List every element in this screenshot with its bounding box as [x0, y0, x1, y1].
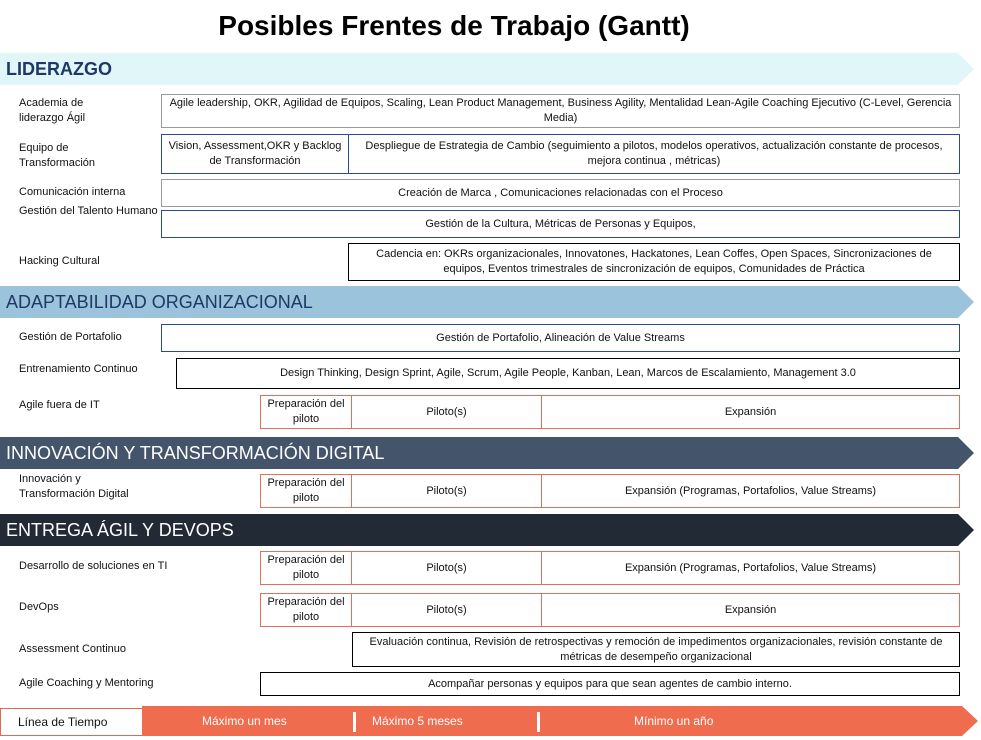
section-liderazgo: LIDERAZGO	[6, 58, 112, 79]
timeline-separator-2	[537, 712, 540, 732]
row-label-hacking: Hacking Cultural	[19, 255, 100, 267]
box-devops-exp: Expansión	[541, 593, 960, 627]
box-comunicacion: Creación de Marca , Comunicaciones relacionadas con el Proceso	[161, 179, 960, 207]
row-label-coaching: Agile Coaching y Mentoring	[19, 677, 154, 689]
box-academia: Agile leadership, OKR, Agilidad de Equipos, Scaling, Lean Product Management, Business Agility, Mentalidad Lean-Agile Coaching Ejecutivo (C-Level, Gerencia Media)	[161, 94, 960, 128]
box-desarrollo-prep: Preparación del piloto	[260, 551, 352, 585]
timeline-separator-1	[353, 712, 356, 732]
row-label-portafolio: Gestión de Portafolio	[19, 331, 122, 343]
box-devops-piloto: Piloto(s)	[351, 593, 542, 627]
box-entrenamiento: Design Thinking, Design Sprint, Agile, Scrum, Agile People, Kanban, Lean, Marcos de Escalamiento, Management 3.0	[176, 358, 960, 389]
row-label-desarrollo: Desarrollo de soluciones en TI	[19, 560, 168, 572]
row-label-equipo: Equipo de Transformación	[19, 142, 96, 169]
box-innovacion-exp: Expansión (Programas, Portafolios, Value Streams)	[541, 474, 960, 508]
timeline-phase-1: Máximo un mes	[202, 714, 287, 728]
box-talento: Gestión de la Cultura, Métricas de Personas y Equipos,	[161, 210, 960, 238]
section-adaptabilidad: ADAPTABILIDAD ORGANIZACIONAL	[6, 291, 313, 312]
box-devops-prep: Preparación del piloto	[260, 593, 352, 627]
timeline-phase-3: Mínimo un año	[634, 714, 714, 728]
timeline-phase-2: Máximo 5 meses	[372, 714, 463, 728]
box-hacking: Cadencia en: OKRs organizacionales, Innovatones, Hackatones, Lean Coffes, Open Spaces, Sincronizaciones de equipos, Eventos trimestrales de sincronización de equipos, Comunidades de Práctica	[348, 243, 960, 281]
row-label-comunicacion: Comunicación interna	[19, 186, 126, 198]
row-label-innovacion: Innovación y Transformación Digital	[19, 473, 129, 500]
row-label-talento: Gestión del Talento Humano	[19, 205, 158, 217]
box-equipo-vision: Vision, Assessment,OKR y Backlog de Transformación	[161, 134, 349, 174]
page-title: Posibles Frentes de Trabajo (Gantt)	[218, 10, 690, 41]
row-label-entrenamiento: Entrenamiento Continuo	[19, 363, 138, 375]
box-coaching: Acompañar personas y equipos para que sean agentes de cambio interno.	[260, 672, 960, 696]
box-equipo-despliegue: Despliegue de Estrategia de Cambio (seguimiento a pilotos, modelos operativos, actualización constante de procesos, mejora continua , métricas)	[348, 134, 960, 174]
row-label-assessment: Assessment Continuo	[19, 643, 126, 655]
box-agile-it-exp: Expansión	[541, 395, 960, 429]
box-desarrollo-piloto: Piloto(s)	[351, 551, 542, 585]
row-label-academia: Academia de liderazgo Ágil	[19, 97, 86, 124]
section-innovacion: INNOVACIÓN Y TRANSFORMACIÓN DIGITAL	[6, 442, 385, 463]
box-desarrollo-exp: Expansión (Programas, Portafolios, Value Streams)	[541, 551, 960, 585]
row-label-agile-it: Agile fuera de IT	[19, 399, 100, 411]
box-portafolio: Gestión de Portafolio, Alineación de Value Streams	[161, 324, 960, 352]
section-entrega: ENTREGA ÁGIL Y DEVOPS	[6, 519, 234, 540]
box-agile-it-piloto: Piloto(s)	[351, 395, 542, 429]
box-innovacion-piloto: Piloto(s)	[351, 474, 542, 508]
row-label-devops: DevOps	[19, 601, 59, 613]
timeline-label: Línea de Tiempo	[0, 708, 142, 736]
box-agile-it-prep: Preparación del piloto	[260, 395, 352, 429]
box-assessment: Evaluación continua, Revisión de retrospectivas y remoción de impedimentos organizacionales, revisión constante de métricas de desempeño organizacional	[352, 632, 960, 667]
box-innovacion-prep: Preparación del piloto	[260, 474, 352, 508]
band-arrow-liderazgo	[0, 53, 974, 85]
